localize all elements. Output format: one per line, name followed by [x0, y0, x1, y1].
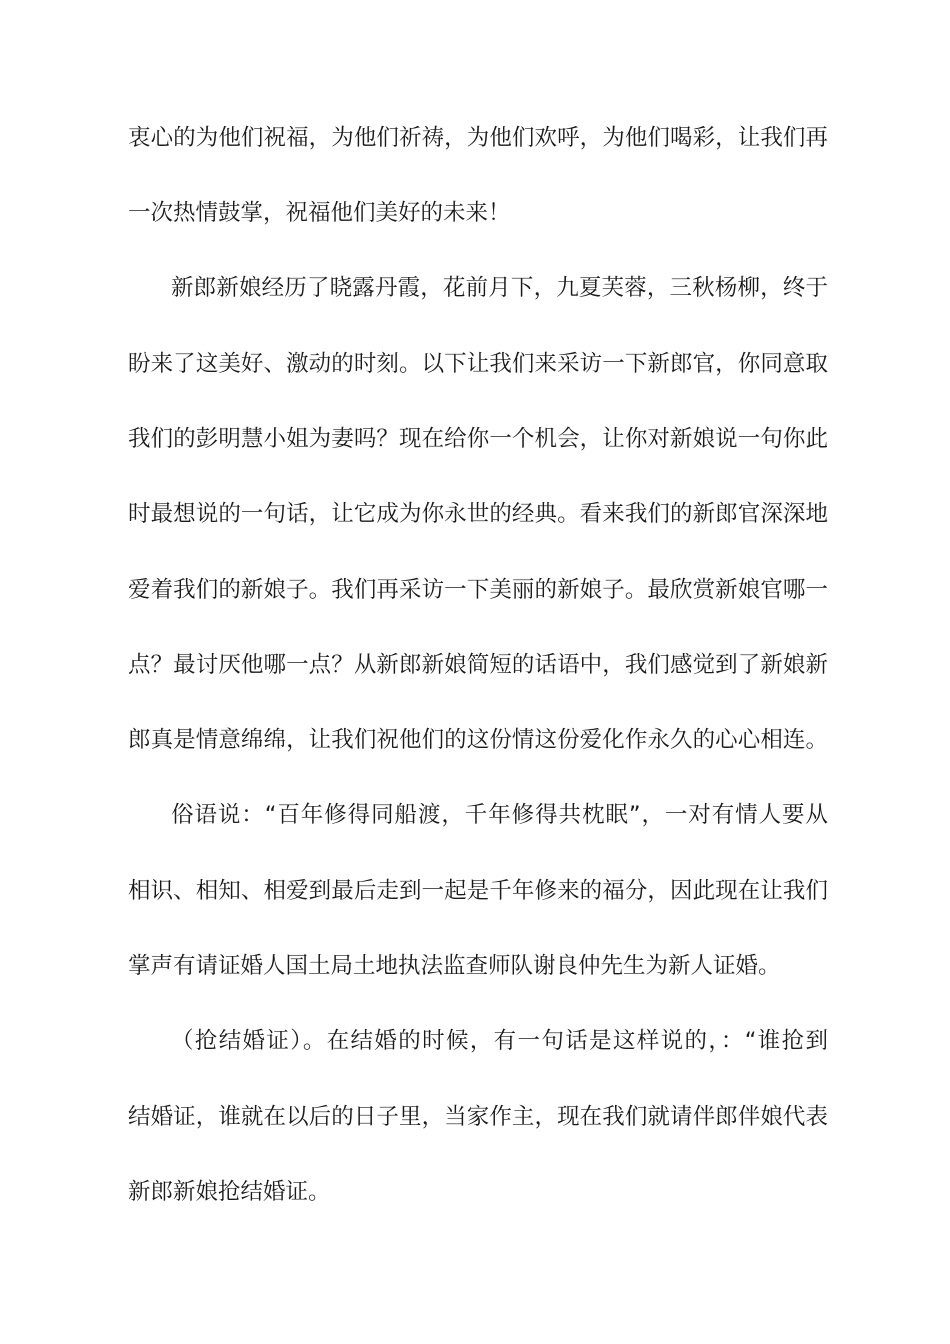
text-line: 盼来了这美好、激动的时刻。以下让我们来采访一下新郎官，你同意取: [128, 351, 828, 377]
text-line: 一次热情鼓掌，祝福他们美好的未来！: [128, 200, 511, 226]
paragraph-first-line: （抢结婚证）。在结婚的时候，有一句话是这样说的，：“谁抢到: [171, 1028, 828, 1054]
text-line: 掌声有请证婚人国土局土地执法监查师队谢良仲先生为新人证婚。: [128, 953, 781, 979]
text-line: 郎真是情意绵绵，让我们祝他们的这份情这份爱化作永久的心心相连。: [128, 727, 828, 753]
text-line: 衷心的为他们祝福，为他们祈祷，为他们欢呼，为他们喝彩，让我们再: [128, 125, 828, 151]
text-line: 爱着我们的新娘子。我们再采访一下美丽的新娘子。最欣赏新娘官哪一: [128, 577, 828, 603]
text-line: 点？最讨厌他哪一点？从新郎新娘简短的话语中，我们感觉到了新娘新: [128, 652, 828, 678]
paragraph-first-line: 新郎新娘经历了晓露丹霞，花前月下，九夏芙蓉，三秋杨柳，终于: [171, 275, 828, 301]
text-line: 我们的彭明慧小姐为妻吗？现在给你一个机会，让你对新娘说一句你此: [128, 426, 828, 452]
text-line: 新郎新娘抢结婚证。: [128, 1179, 331, 1205]
text-line: 相识、相知、相爱到最后走到一起是千年修来的福分，因此现在让我们: [128, 878, 828, 904]
paragraph-first-line: 俗语说：“百年修得同船渡，千年修得共枕眠”，一对有情人要从: [171, 802, 828, 828]
text-line: 结婚证，谁就在以后的日子里，当家作主，现在我们就请伴郎伴娘代表: [128, 1104, 828, 1130]
text-line: 时最想说的一句话，让它成为你永世的经典。看来我们的新郎官深深地: [128, 501, 828, 527]
